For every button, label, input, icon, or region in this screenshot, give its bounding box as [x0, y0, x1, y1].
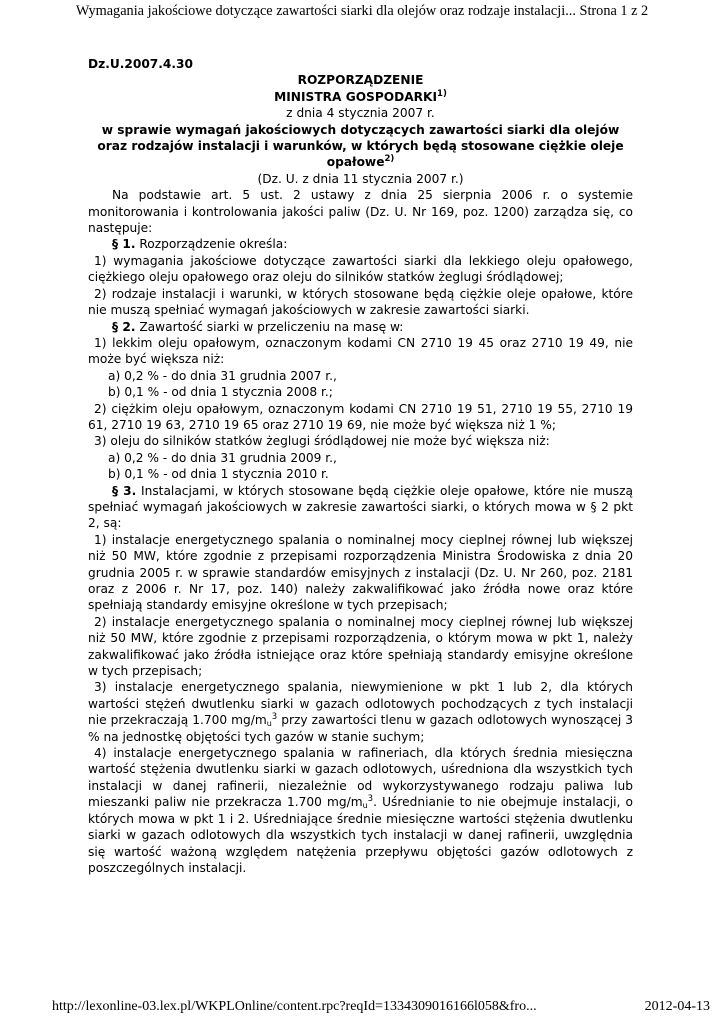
- section-2-subitem: b) 0,1 % - od dnia 1 stycznia 2010 r.: [108, 467, 329, 482]
- section-3-item: [88, 745, 633, 876]
- unit-subscript: u: [266, 719, 272, 729]
- section-1-text: Rozporządzenie określa:: [139, 237, 288, 252]
- subject-text: w sprawie wymagań jakościowych dotyczących zawartości siarki dla olejów oraz rodzajów instalacji i warunków, w których będą stosowane ciężkie oleje opałowe: [97, 122, 624, 170]
- page-header: Wymagania jakościowe dotyczące zawartości siarki dla olejów oraz rodzaje instalacji... Strona 1 z 2: [75, 3, 649, 19]
- footer-date: 2012-04-13: [644, 999, 710, 1014]
- unit-superscript: 3: [271, 712, 278, 723]
- unit-subscript: u: [362, 801, 368, 811]
- item-3-text-cont: przy zawartości tlenu w gazach odlotowych wynoszącej 3 % na jednostkę objętości tych gazów w stanie suchym;: [88, 713, 633, 744]
- item-4-text-cont: . Uśrednianie to nie obejmuje instalacji, o których mowa w pkt 1 i 2. Uśredniające średnie miesięczne wartości stężenia dwutlenku siarki w gazach odlotowych dla wszystkich tych instalacji w danej rafinerii, uwzględnia się wartość ważoną względem natężenia przepływu objętości gazów odlotowych z poszczególnych instalacji.: [88, 795, 633, 875]
- intro-paragraph: Na podstawie art. 5 ust. 2 ustawy z dnia 25 sierpnia 2006 r. o systemie monitorowania i kontrolowania jakości paliw (Dz. U. Nr 169, poz. 1200) zarządza się, co następuje:: [88, 188, 633, 236]
- page-footer: [52, 996, 710, 1018]
- section-2-label: § 2.: [112, 319, 136, 334]
- document-reference: Dz.U.2007.4.30: [88, 57, 193, 71]
- section-3-text: Instalacjami, w których stosowane będą ciężkie oleje opałowe, które nie muszą spełniać wymagań jakościowych w zakresie zawartości siarki, o których mowa w § 2 pkt 2, są:: [88, 483, 634, 531]
- section-1-item: 1) wymagania jakościowe dotyczące zawartości siarki dla lekkiego oleju opałowego, ciężkiego oleju opałowego oraz oleju do silników statków żeglugi śródlądowej;: [88, 253, 633, 285]
- document-issuer: [88, 89, 633, 105]
- section-2-item: 3) oleju do silników statków żeglugi śródlądowej nie może być większa niż:: [94, 434, 550, 449]
- item-4-text: 4) instalacje energetycznego spalania w rafineriach, dla których średnia miesięczna wartość stężenia dwutlenku siarki w gazach odlotowych, uśredniona dla wszystkich tych instalacji w danej rafinerii, niezależnie od wykorzystywanego rodzaju paliwa lub mieszanki paliw nie przekracza 1.700 mg/m: [88, 746, 633, 810]
- document-body: [88, 56, 633, 876]
- section-2-text: Zawartość siarki w przeliczeniu na masę w:: [139, 319, 404, 334]
- issuer-footnote: 1): [437, 88, 447, 99]
- section-2-subitem: b) 0,1 % - od dnia 1 stycznia 2008 r.;: [108, 385, 333, 400]
- section-2-subitem: a) 0,2 % - do dnia 31 grudnia 2007 r.,: [108, 368, 337, 383]
- section-3-heading: [88, 483, 633, 532]
- item-3-text: 3) instalacje energetycznego spalania, niewymienione w pkt 1 lub 2, dla których wartości stężeń dwutlenku siarki w gazach odlotowych pochodzących z tych instalacji nie przekraczają 1.700 mg/m: [88, 680, 633, 728]
- section-1-item: 2) rodzaje instalacji i warunki, w których stosowane będą ciężkie oleje opałowe, które nie muszą spełniać wymagań jakościowych w zakresie zawartości siarki.: [88, 286, 633, 318]
- section-2-subitem: a) 0,2 % - do dnia 31 grudnia 2009 r.,: [108, 450, 337, 465]
- document-date: z dnia 4 stycznia 2007 r.: [286, 106, 435, 121]
- publication-info: (Dz. U. z dnia 11 stycznia 2007 r.): [257, 171, 464, 186]
- unit-superscript: 3: [367, 794, 374, 805]
- document-subject: [88, 122, 633, 171]
- section-2-item: 2) ciężkim oleju opałowym, oznaczonym kodami CN 2710 19 51, 2710 19 55, 2710 19 61, 2710 19 63, 2710 19 65 oraz 2710 19 69, nie może być większa niż 1 %;: [88, 401, 633, 432]
- section-3-item: [88, 679, 633, 745]
- section-3-label: § 3.: [112, 483, 137, 498]
- section-1: [88, 236, 633, 318]
- section-3-item: 2) instalacje energetycznego spalania o nominalnej mocy cieplnej równej lub większej niż 50 MW, które zgodnie z przepisami rozporządzenia, o którym mowa w pkt 1, należy zakwalifikować jako źródła istniejące oraz które spełniają standardy emisyjne określone w tych przepisach;: [88, 614, 633, 679]
- document-type: ROZPORZĄDZENIE: [297, 73, 424, 88]
- section-1-label: § 1.: [112, 237, 136, 252]
- section-3-item: 1) instalacje energetycznego spalania o nominalnej mocy cieplnej równej lub większej niż 50 MW, które zgodnie z przepisami rozporządzenia Ministra Środowiska z dnia 20 grudnia 2005 r. w sprawie standardów emisyjnych z instalacji (Dz. U. Nr 260, poz. 2181 oraz z 2006 r. Nr 17, poz. 140) należy zakwalifikować jako źródła nowe oraz które spełniają standardy emisyjne określone w tych przepisach;: [88, 532, 633, 613]
- footer-url: http://lexonline-03.lex.pl/WKPLOnline/content.rpc?reqId=1334309016166l058&fro...: [52, 999, 537, 1014]
- issuer-name: MINISTRA GOSPODARKI: [274, 89, 438, 104]
- section-2-heading: [88, 319, 633, 335]
- subject-footnote: 2): [384, 154, 395, 165]
- section-2-item: 1) lekkim oleju opałowym, oznaczonym kodami CN 2710 19 45 oraz 2710 19 49, nie może być większa niż:: [88, 335, 633, 367]
- section-2: [88, 319, 633, 483]
- section-3: [88, 483, 633, 877]
- section-1-heading: [88, 236, 633, 252]
